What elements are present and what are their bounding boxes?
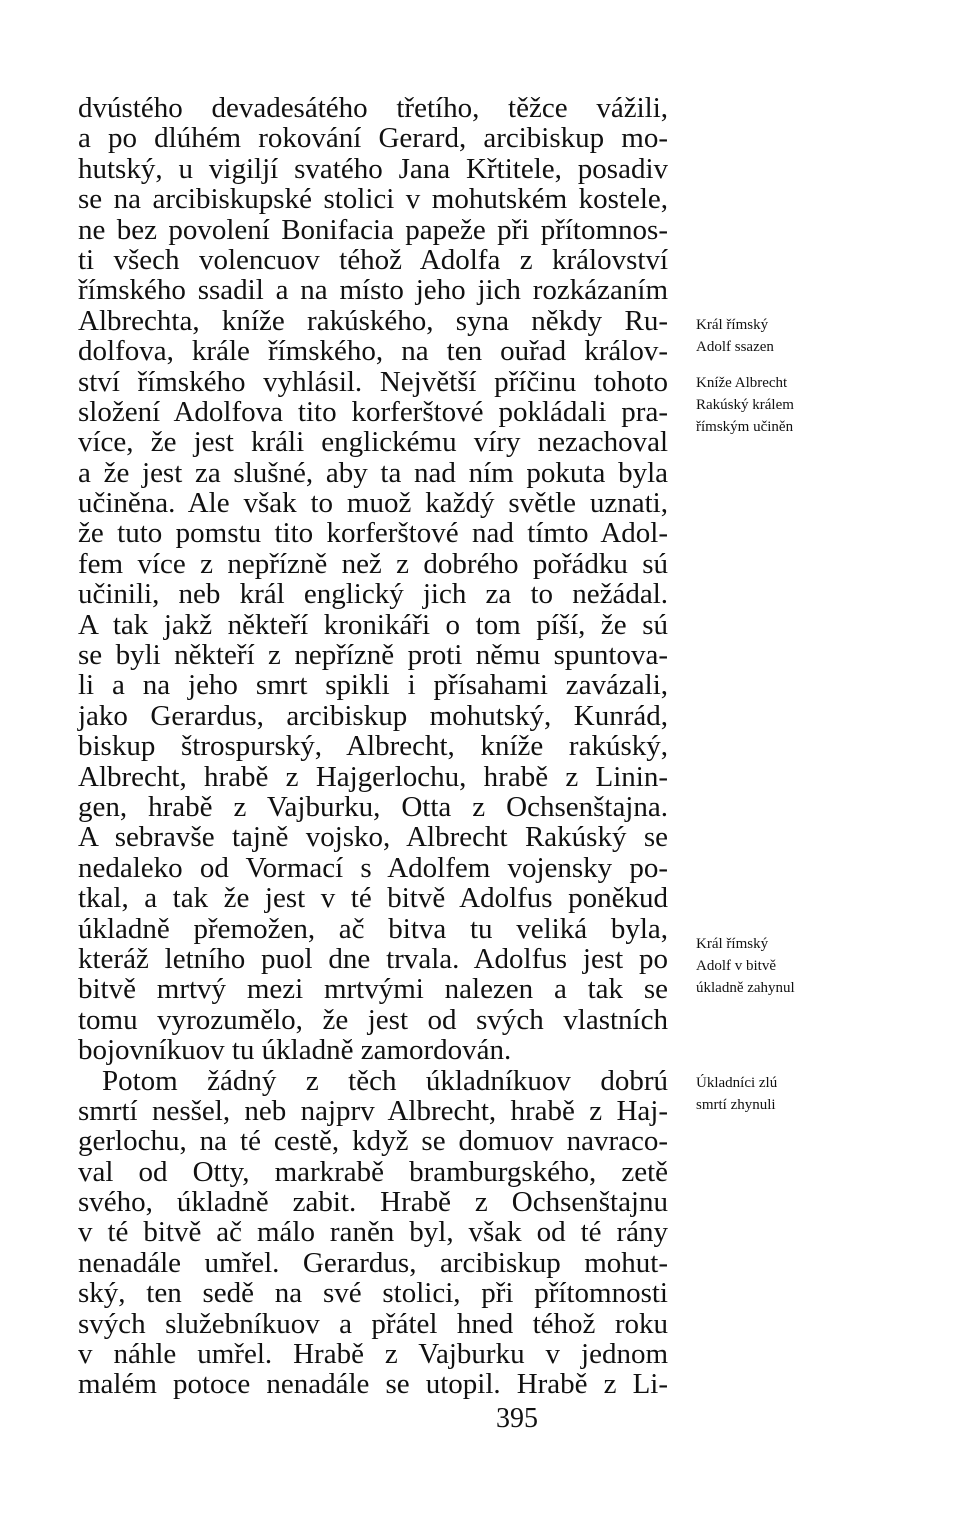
text-line: val od Otty, markrabě bramburgského, zetě: [78, 1155, 668, 1188]
margin-note-line: Král římský: [696, 317, 769, 333]
text-line: bitvě mrtvý mezi mrtvými nalezen a tak se: [78, 973, 668, 1006]
text-line: tkal, a tak že jest v té bitvě Adolfus poněkud: [78, 882, 668, 915]
text-line: učiněna. Ale však to muož každý světle uznati,: [78, 487, 668, 520]
text-line: svého, úkladně zabit. Hrabě z Ochsenštajnu: [78, 1186, 668, 1219]
text-line: nenadále umřel. Gerardus, arcibiskup mohut-: [78, 1246, 668, 1279]
text-line: ne bez povolení Bonifacia papeže při přítomnos-: [78, 213, 668, 246]
text-line: smrtí nesšel, neb najprv Albrecht, hrabě z Haj-: [78, 1094, 668, 1127]
text-line: gerlochu, na té cestě, když se domuov navraco-: [78, 1125, 668, 1158]
text-line: složení Adolfova tito korferštové pokládali pra-: [78, 395, 668, 428]
text-line: ství římského vyhlásil. Největší příčinu tohoto: [78, 365, 668, 398]
text-line: Albrecht, hrabě z Hajgerlochu, hrabě z Linin-: [78, 760, 668, 793]
text-line: jako Gerardus, arcibiskup mohutský, Kunrád,: [78, 699, 668, 732]
page-number-container: [0, 1403, 960, 1435]
margin-note-line: Kníže Albrecht: [696, 375, 788, 391]
text-line: více, že jest králi englickému víry nezachoval: [78, 426, 668, 459]
text-line: kteráž letního puol dne trvala. Adolfus jest po: [78, 942, 668, 975]
text-line: učinili, neb král englický jich za to nežádal.: [78, 578, 668, 611]
text-line: v náhle umřel. Hrabě z Vajburku v jednom: [78, 1338, 668, 1371]
margin-note-line: římským učiněn: [696, 419, 794, 435]
margin-note-line: Adolf ssazen: [696, 339, 774, 355]
text-line: A sebravše tajně vojsko, Albrecht Rakúský se: [78, 821, 668, 854]
text-line: dolfova, krále římského, na ten ouřad králov-: [78, 335, 668, 368]
text-line: římského ssadil a na místo jeho jich rozkázaním: [78, 274, 668, 307]
text-line: dvústého devadesátého třetího, těžce vážili,: [78, 92, 668, 124]
text-line: ský, ten sedě na své stolici, při přítomnosti: [78, 1277, 668, 1310]
margin-note-line: smrtí zhynuli: [696, 1097, 776, 1113]
text-line: že tuto pomstu tito korferštové nad tímto Adol-: [78, 517, 668, 550]
text-line: biskup štrospurský, Albrecht, kníže rakúský,: [78, 730, 668, 763]
margin-note: [696, 933, 866, 999]
text-line: se byli někteří z nepřízně proti němu spuntova-: [78, 639, 668, 672]
text-line: bojovníkuov tu úkladně zamordován.: [78, 1034, 512, 1067]
text-line: Potom žádný z těch úkladníkuov dobrú: [102, 1064, 668, 1097]
margin-note: [696, 314, 866, 358]
text-line: malém potoce nenadále se utopil. Hrabě z Li-: [78, 1368, 668, 1401]
text-line: a po dlúhém rokování Gerard, arcibiskup mo-: [78, 122, 668, 155]
text-line: ti všech volencuov téhož Adolfa z království: [78, 243, 668, 276]
text-line: hutský, u vigiljí svatého Jana Křtitele, posadiv: [78, 152, 668, 185]
margin-note-line: Adolf v bitvě: [696, 958, 776, 974]
text-line: úkladně přemožen, ač bitva tu veliká byla,: [78, 912, 668, 945]
margin-note-line: Rakúský králem: [696, 397, 794, 413]
margin-note-line: Úkladníci zlú: [696, 1075, 778, 1091]
text-line: Albrechta, kníže rakúského, syna někdy Ru-: [78, 304, 668, 337]
main-text: [78, 93, 668, 1400]
page-number: 395: [496, 1403, 538, 1434]
text-line: gen, hrabě z Vajburku, Otta z Ochsenštajna.: [78, 790, 668, 823]
margin-note: [696, 1072, 866, 1116]
margin-note-line: Král římský: [696, 936, 769, 952]
text-line: A tak jakž někteří kronikáři o tom píší, že sú: [78, 608, 668, 641]
text-line: fem více z nepřízně než z dobrého pořádku sú: [78, 547, 668, 580]
text-line: li a na jeho smrt spikli i přísahami zavázali,: [78, 669, 668, 702]
text-line: v té bitvě ač málo raněn byl, však od té rány: [78, 1216, 668, 1249]
text-line: tomu vyrozumělo, že jest od svých vlastních: [78, 1003, 668, 1036]
text-line: se na arcibiskupské stolici v mohutském kostele,: [78, 183, 668, 216]
text-line: nedaleko od Vormací s Adolfem vojensky po-: [78, 851, 668, 884]
margin-note-line: úkladně zahynul: [696, 980, 795, 996]
margin-note: [696, 372, 866, 438]
text-line: svých služebníkuov a přátel hned téhož roku: [78, 1307, 668, 1340]
text-line: a že jest za slušné, aby ta nad ním pokuta byla: [78, 456, 668, 489]
